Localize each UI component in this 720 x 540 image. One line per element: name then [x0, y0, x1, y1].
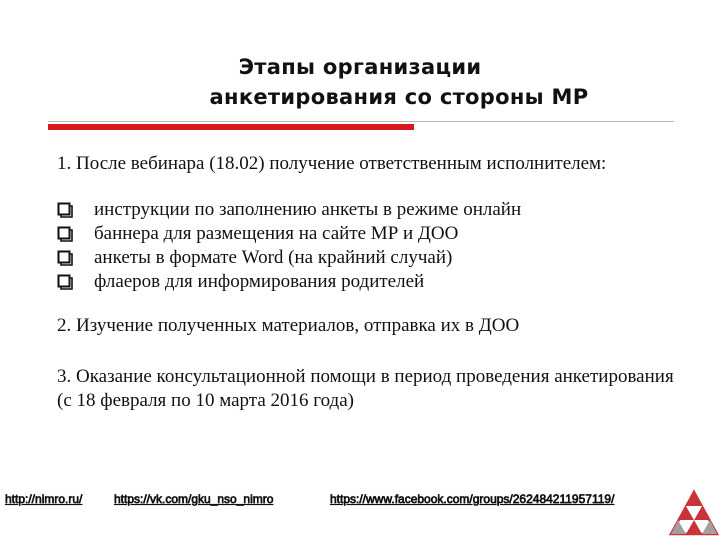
slide-title-line-1: Этапы организации — [238, 55, 482, 80]
list-item-text: флаеров для информирования родителей — [94, 271, 425, 292]
hollow-square-bullet-icon — [57, 250, 73, 266]
title-divider-thin — [48, 121, 674, 122]
facebook-link[interactable]: https://www.facebook.com/groups/262484211957119/ — [330, 492, 615, 506]
hollow-square-bullet-icon — [57, 274, 73, 290]
triangle-logo-icon — [668, 486, 720, 540]
slide-title-line-2: анкетирования со стороны МР — [209, 85, 589, 110]
slide-title — [0, 52, 720, 112]
title-divider-accent — [48, 124, 414, 130]
list-item — [57, 270, 677, 294]
hollow-square-bullet-icon — [57, 226, 73, 242]
site-link[interactable]: http://nimro.ru/ — [5, 492, 83, 506]
step-2-text: 2. Изучение полученных материалов, отправка их в ДОО — [57, 315, 520, 336]
step-1-intro: 1. После вебинара (18.02) получение ответственным исполнителем: — [57, 153, 607, 174]
list-item-text: анкеты в формате Word (на крайний случай) — [94, 247, 453, 268]
list-item-text: баннера для размещения на сайте МР и ДОО — [94, 223, 459, 244]
slide-body — [57, 152, 677, 413]
list-item — [57, 246, 677, 270]
list-item-text: инструкции по заполнению анкеты в режиме онлайн — [94, 199, 522, 220]
footer-links — [0, 492, 720, 512]
received-materials-list — [57, 198, 677, 294]
list-item — [57, 222, 677, 246]
hollow-square-bullet-icon — [57, 202, 73, 218]
vk-link[interactable]: https://vk.com/gku_nso_nimro — [114, 492, 274, 506]
list-item — [57, 198, 677, 222]
step-3-text: 3. Оказание консультационной помощи в период проведения анкетирования (с 18 февраля по 10 марта 2016 года) — [57, 366, 674, 411]
